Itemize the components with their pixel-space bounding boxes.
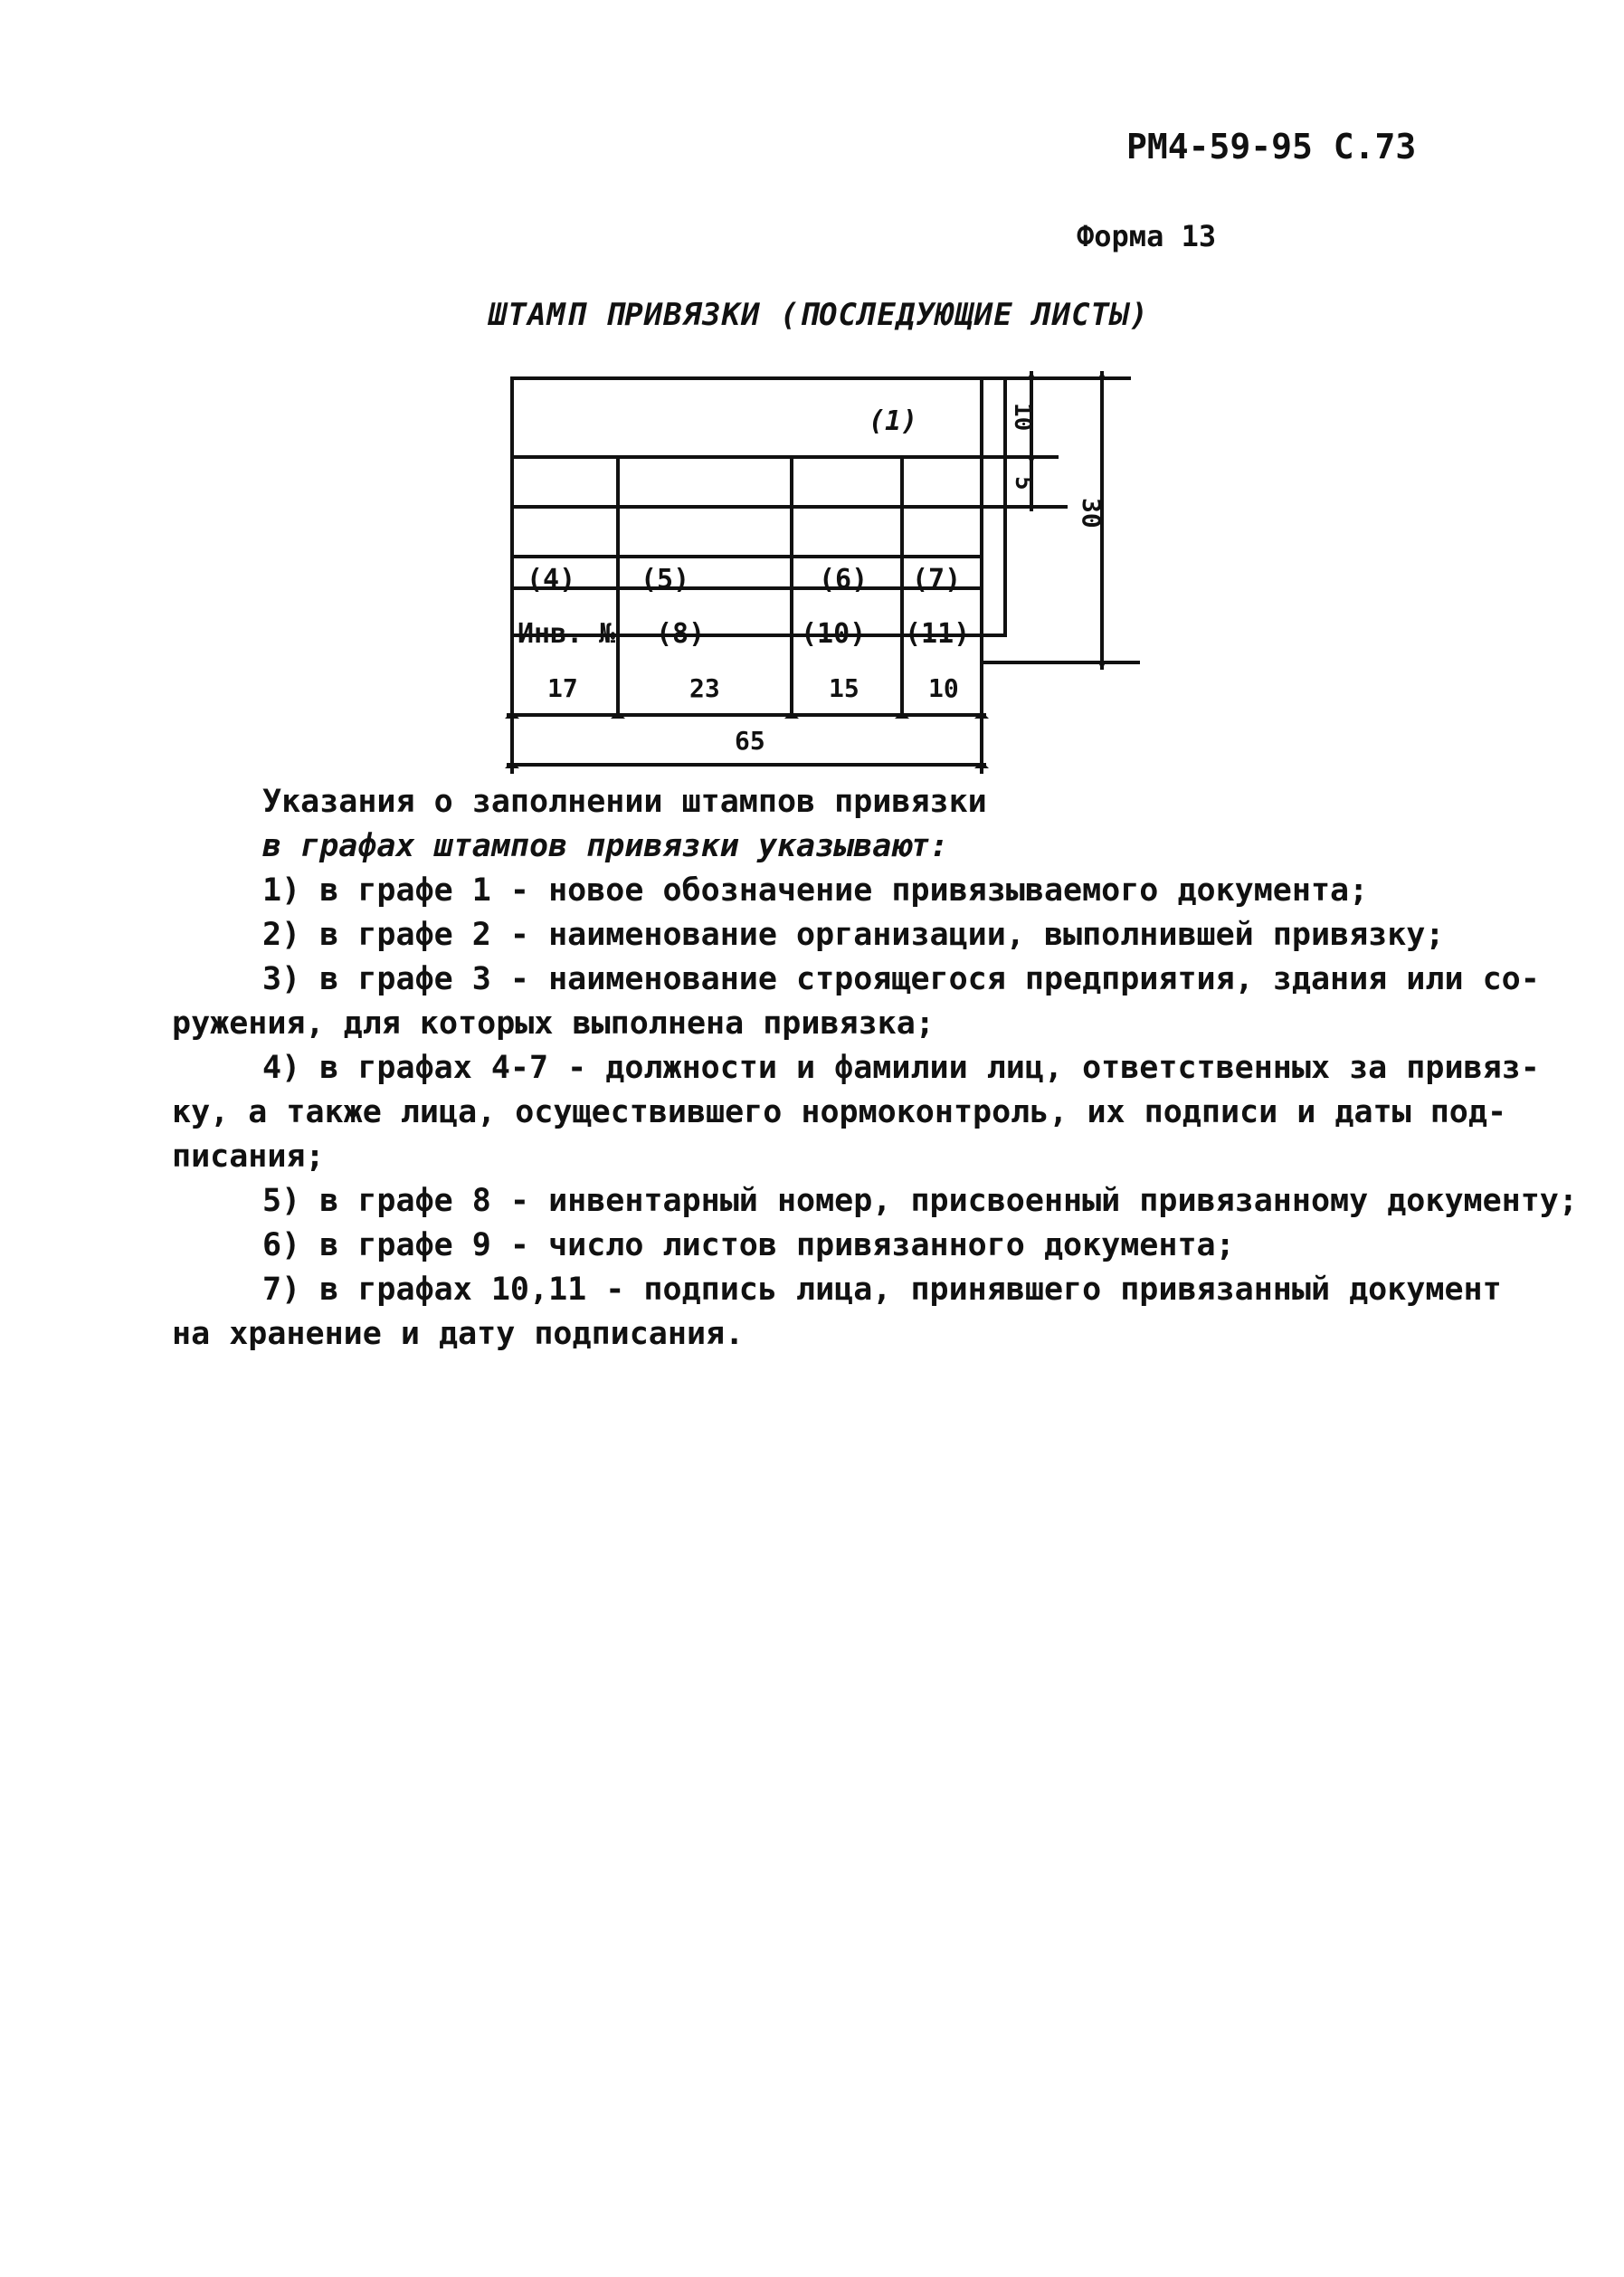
dim-65: 65 [735, 726, 765, 756]
instruction-item-continued: ружения, для которых выполнена привязка; [172, 1005, 935, 1042]
cell-5-label: (5) [641, 564, 690, 595]
instruction-item: 2) в графе 2 - наименование организации, выполнившей привязку; [262, 917, 1445, 953]
dim-5-height: 5 [1010, 476, 1037, 491]
dim-10-height: 10 [1009, 403, 1036, 432]
instruction-item: 7) в графах 10,11 - подпись лица, принявшего привязанный документ [262, 1272, 1502, 1308]
form-label: Форма 13 [1077, 219, 1217, 253]
dim-10-width: 10 [928, 673, 959, 703]
instruction-item-continued: писания; [172, 1138, 325, 1175]
document-reference: РМ4-59-95 С.73 [1126, 127, 1417, 167]
instruction-item: 4) в графах 4-7 - должности и фамилии лиц, ответственных за привяз- [262, 1050, 1540, 1086]
dim-17: 17 [547, 673, 578, 703]
cell-6-label: (6) [819, 564, 869, 595]
instruction-item: 6) в графе 9 - число листов привязанного документа; [262, 1227, 1235, 1263]
dim-23: 23 [689, 673, 720, 703]
instruction-item: 3) в графе 3 - наименование строящегося предприятия, здания или со- [262, 961, 1540, 997]
instructions [172, 780, 1578, 1357]
instruction-item: 1) в графе 1 - новое обозначение привязываемого документа; [262, 872, 1369, 909]
instruction-item-continued: на хранение и дату подписания. [172, 1316, 745, 1352]
cell-8-label: (8) [656, 618, 706, 650]
instruction-item-continued: ку, а также лица, осуществившего нормоконтроль, их подписи и даты под- [172, 1094, 1507, 1130]
dim-30-height: 30 [1077, 498, 1106, 529]
instructions-intro: в графах штампов привязки указывают: [262, 828, 949, 864]
cell-10-label: (10) [801, 618, 867, 650]
instruction-item: 5) в графе 8 - инвентарный номер, присвоенный привязанному документу; [262, 1183, 1578, 1219]
instructions-heading: Указания о заполнении штампов привязки [262, 784, 987, 820]
stamp-drawing [489, 362, 1140, 796]
dim-15: 15 [829, 673, 859, 703]
page-title: ШТАМП ПРИВЯЗКИ (ПОСЛЕДУЮЩИЕ ЛИСТЫ) [489, 297, 1149, 333]
inventory-label: Инв. № [518, 618, 616, 650]
cell-11-label: (11) [905, 618, 971, 650]
cell-7-label: (7) [912, 564, 962, 595]
cell-1-label: (1) [869, 405, 918, 437]
cell-4-label: (4) [527, 564, 576, 595]
